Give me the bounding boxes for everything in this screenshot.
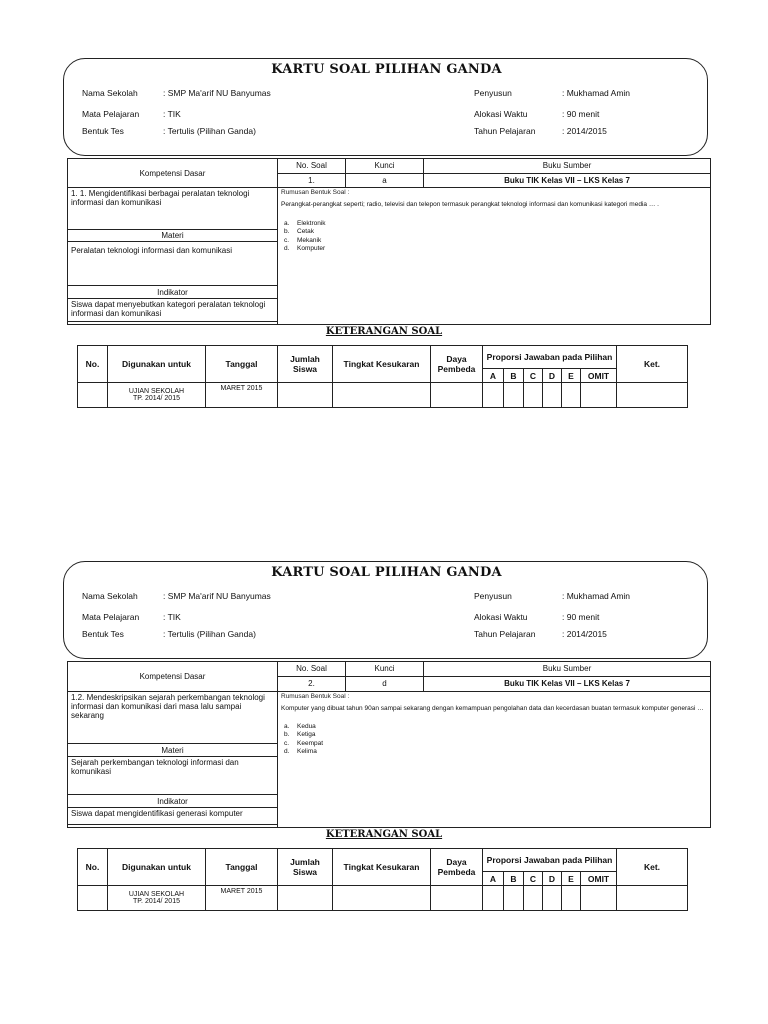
rumusan-label: Rumusan Bentuk Soal : — [281, 692, 350, 700]
ket-omit-header: OMIT — [581, 872, 617, 886]
ket-a-header: A — [483, 872, 504, 886]
indikator-header: Indikator — [68, 795, 278, 808]
rumusan-label: Rumusan Bentuk Soal : — [281, 189, 350, 197]
buku-sumber-header: Buku Sumber — [424, 159, 711, 174]
mata-pelajaran-value: : TIK — [163, 612, 181, 622]
ket-ket-header: Ket. — [617, 849, 688, 886]
mata-pelajaran-value: : TIK — [163, 109, 181, 119]
ket-tanggal-value: MARET 2015 — [206, 886, 278, 911]
ket-cell — [504, 886, 524, 911]
soal-cell — [278, 188, 711, 325]
tahun-pelajaran-value: : 2014/2015 — [562, 629, 607, 639]
question-card-1 — [0, 58, 768, 418]
penyusun-value: : Mukhamad Amin — [562, 88, 631, 98]
bentuk-tes-label: Bentuk Tes — [82, 126, 124, 136]
ket-tanggal-header: Tanggal — [206, 849, 278, 886]
ket-no-header: No. — [78, 849, 108, 886]
no-soal-header: No. Soal — [278, 159, 346, 174]
kunci-value: a — [346, 173, 424, 188]
ket-cell — [581, 383, 617, 408]
option-a: a. Kedua — [284, 723, 316, 731]
ket-d-header: D — [543, 872, 562, 886]
tahun-pelajaran-value: : 2014/2015 — [562, 126, 607, 136]
tahun-pelajaran-label: Tahun Pelajaran — [474, 629, 536, 639]
option-d: d. Komputer — [284, 244, 326, 252]
no-soal-header: No. Soal — [278, 662, 346, 677]
soal-text: Komputer yang dibuat tahun 90an sampai sekarang dengan kemampuan pengolahan data dan kecerdasan buatan termasuk komputer generasi … — [281, 704, 704, 712]
materi-text: Peralatan teknologi informasi dan komunikasi — [68, 242, 278, 286]
ket-cell — [504, 383, 524, 408]
bentuk-tes-value: : Tertulis (Pilihan Ganda) — [163, 126, 256, 136]
ket-b-header: B — [504, 369, 524, 383]
option-b: b. Ketiga — [284, 731, 316, 739]
nama-sekolah-label: Nama Sekolah — [82, 88, 138, 98]
option-b: b. Cetak — [284, 228, 314, 236]
nama-sekolah-value: : SMP Ma'arif NU Banyumas — [163, 88, 271, 98]
ket-digunakan-header: Digunakan untuk — [108, 346, 206, 383]
option-a: a. Elektronik — [284, 219, 326, 227]
materi-text: Sejarah perkembangan teknologi informasi dan komunikasi — [68, 757, 278, 795]
card-title: KARTU SOAL PILIHAN GANDA — [271, 62, 502, 77]
no-soal-value: 1. — [278, 173, 346, 188]
kunci-header: Kunci — [346, 159, 424, 174]
ket-c-header: C — [524, 369, 543, 383]
ket-tanggal-value: MARET 2015 — [206, 383, 278, 408]
ket-e-header: E — [562, 369, 581, 383]
card-title: KARTU SOAL PILIHAN GANDA — [271, 565, 502, 580]
indikator-header: Indikator — [68, 286, 278, 299]
card-header-box — [63, 561, 708, 659]
ket-cell — [617, 383, 688, 408]
ket-a-header: A — [483, 369, 504, 383]
keterangan-soal-table — [77, 848, 688, 911]
ket-d-header: D — [543, 369, 562, 383]
ket-jumlah-header: Jumlah Siswa — [278, 849, 333, 886]
option-c: c. Mekanik — [284, 236, 322, 244]
kd-header: Kompetensi Dasar — [68, 159, 278, 188]
keterangan-soal-title: KETERANGAN SOAL — [325, 829, 443, 840]
materi-header: Materi — [68, 744, 278, 757]
buku-sumber-value: Buku TIK Kelas VII – LKS Kelas 7 — [424, 676, 711, 691]
ket-cell — [78, 383, 108, 408]
ket-tingkat-header: Tingkat Kesukaran — [333, 346, 431, 383]
ket-tanggal-header: Tanggal — [206, 346, 278, 383]
ket-proporsi-header: Proporsi Jawaban pada Pilihan — [483, 346, 617, 369]
mata-pelajaran-label: Mata Pelajaran — [82, 109, 140, 119]
ket-cell — [278, 383, 333, 408]
ket-cell — [333, 383, 431, 408]
buku-sumber-header: Buku Sumber — [424, 662, 711, 677]
penyusun-value: : Mukhamad Amin — [562, 591, 631, 601]
ket-ket-header: Ket. — [617, 346, 688, 383]
mata-pelajaran-label: Mata Pelajaran — [82, 612, 140, 622]
ket-daya-header: Daya Pembeda — [431, 346, 483, 383]
kd-header: Kompetensi Dasar — [68, 662, 278, 692]
question-detail-table — [67, 661, 711, 828]
ket-e-header: E — [562, 872, 581, 886]
option-d: d. Kelima — [284, 748, 317, 756]
ket-cell — [483, 886, 504, 911]
soal-text: Perangkat-perangkat seperti; radio, televisi dan telepon termasuk perangkat teknologi informasi dan komunikasi kategori media … . — [281, 201, 659, 209]
alokasi-waktu-value: : 90 menit — [562, 109, 600, 119]
kunci-header: Kunci — [346, 662, 424, 677]
alokasi-waktu-value: : 90 menit — [562, 612, 600, 622]
indikator-text: Siswa dapat menyebutkan kategori peralatan teknologi informasi dan komunikasi — [68, 298, 278, 321]
ket-digunakan-value: UJIAN SEKOLAH TP. 2014/ 2015 — [108, 383, 206, 408]
ket-no-header: No. — [78, 346, 108, 383]
kunci-value: d — [346, 676, 424, 691]
alokasi-waktu-label: Alokasi Waktu — [474, 612, 528, 622]
ket-digunakan-header: Digunakan untuk — [108, 849, 206, 886]
ket-cell — [581, 886, 617, 911]
ket-digunakan-value: UJIAN SEKOLAH TP. 2014/ 2015 — [108, 886, 206, 911]
keterangan-soal-table — [77, 345, 688, 408]
ket-cell — [278, 886, 333, 911]
kd-text: 1. 1. Mengidentifikasi berbagai peralatan teknologi informasi dan komunikasi — [68, 188, 278, 230]
card-header-box — [63, 58, 708, 156]
ket-cell — [78, 886, 108, 911]
soal-cell — [278, 691, 711, 827]
tahun-pelajaran-label: Tahun Pelajaran — [474, 126, 536, 136]
ket-cell — [524, 886, 543, 911]
options-list — [281, 220, 707, 254]
materi-header: Materi — [68, 229, 278, 242]
keterangan-soal-title: KETERANGAN SOAL — [325, 326, 443, 337]
question-card-2 — [0, 561, 768, 921]
bentuk-tes-label: Bentuk Tes — [82, 629, 124, 639]
ket-cell — [333, 886, 431, 911]
penyusun-label: Penyusun — [474, 88, 512, 98]
indikator-text: Siswa dapat mengidentifikasi generasi komputer — [68, 807, 278, 824]
ket-cell — [562, 383, 581, 408]
kd-text: 1.2. Mendeskripsikan sejarah perkembangan teknologi informasi dan komunikasi dari masa lalu sampai sekarang — [68, 691, 278, 744]
ket-tingkat-header: Tingkat Kesukaran — [333, 849, 431, 886]
penyusun-label: Penyusun — [474, 591, 512, 601]
nama-sekolah-value: : SMP Ma'arif NU Banyumas — [163, 591, 271, 601]
buku-sumber-value: Buku TIK Kelas VII – LKS Kelas 7 — [424, 173, 711, 188]
ket-cell — [543, 383, 562, 408]
option-c: c. Keempat — [284, 739, 324, 747]
ket-cell — [617, 886, 688, 911]
ket-jumlah-header: Jumlah Siswa — [278, 346, 333, 383]
bentuk-tes-value: : Tertulis (Pilihan Ganda) — [163, 629, 256, 639]
ket-b-header: B — [504, 872, 524, 886]
no-soal-value: 2. — [278, 676, 346, 691]
options-list — [281, 723, 707, 757]
ket-cell — [431, 886, 483, 911]
ket-cell — [524, 383, 543, 408]
ket-cell — [483, 383, 504, 408]
ket-omit-header: OMIT — [581, 369, 617, 383]
alokasi-waktu-label: Alokasi Waktu — [474, 109, 528, 119]
ket-daya-header: Daya Pembeda — [431, 849, 483, 886]
nama-sekolah-label: Nama Sekolah — [82, 591, 138, 601]
ket-c-header: C — [524, 872, 543, 886]
question-detail-table — [67, 158, 711, 325]
ket-cell — [431, 383, 483, 408]
ket-cell — [562, 886, 581, 911]
ket-cell — [543, 886, 562, 911]
ket-proporsi-header: Proporsi Jawaban pada Pilihan — [483, 849, 617, 872]
